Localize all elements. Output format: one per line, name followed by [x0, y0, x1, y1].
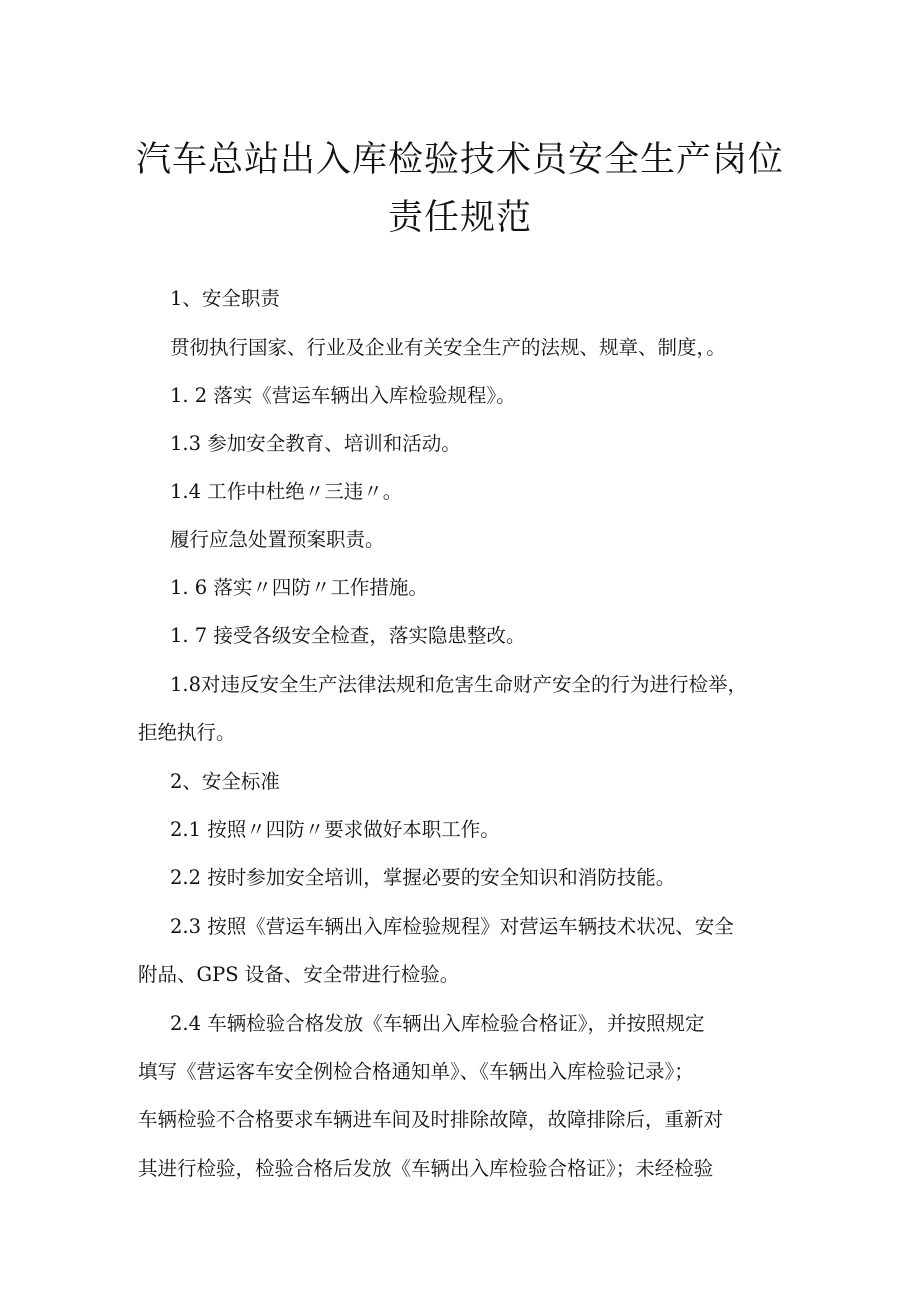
paragraph-line: 2.2 按时参加安全培训，掌握必要的安全知识和消防技能。 — [170, 866, 676, 889]
paragraph-line: 2.3 按照《营运车辆出入库检验规程》对营运车辆技术状况、安全 — [170, 915, 734, 938]
document-title-line-1: 汽车总站出入库检验技术员安全生产岗位 — [135, 140, 784, 180]
paragraph-line: 其进行检验，检验合格后发放《车辆出入库检验合格证》；未经检验 — [138, 1157, 714, 1180]
paragraph-line: 1.8对违反安全生产法律法规和危害生命财产安全的行为进行检举， — [170, 673, 748, 696]
paragraph-line: 拒绝执行。 — [138, 721, 236, 744]
section-heading-safety-standards: 2、安全标准 — [170, 770, 280, 793]
paragraph-line: 附品、GPS 设备、安全带进行检验。 — [138, 963, 460, 986]
paragraph-line: 履行应急处置预案职责。 — [170, 528, 385, 551]
paragraph-line: 车辆检验不合格要求车辆进车间及时排除故障，故障排除后，重新对 — [138, 1108, 724, 1131]
paragraph-line: 1. 2 落实《营运车辆出入库检验规程》。 — [170, 384, 516, 407]
paragraph-line: 1. 7 接受各级安全检查，落实隐患整改。 — [170, 624, 526, 647]
paragraph-line: 贯彻执行国家、行业及企业有关安全生产的法规、规章、制度，。 — [170, 336, 726, 359]
section-heading-safety-duties: 1、安全职责 — [170, 287, 280, 310]
paragraph-line: 填写《营运客车安全例检合格通知单》、《车辆出入库检验记录》； — [138, 1060, 694, 1083]
document-title-line-2: 责任规范 — [387, 198, 532, 238]
paragraph-line: 1. 6 落实〃四防〃工作措施。 — [170, 576, 428, 599]
paragraph-line: 2.4 车辆检验合格发放《车辆出入库检验合格证》，并按照规定 — [170, 1012, 705, 1035]
paragraph-line: 1.3 参加安全教育、培训和活动。 — [170, 432, 461, 455]
paragraph-line: 2.1 按照〃四防〃要求做好本职工作。 — [170, 818, 500, 841]
paragraph-line: 1.4 工作中杜绝〃三违〃。 — [170, 480, 403, 503]
